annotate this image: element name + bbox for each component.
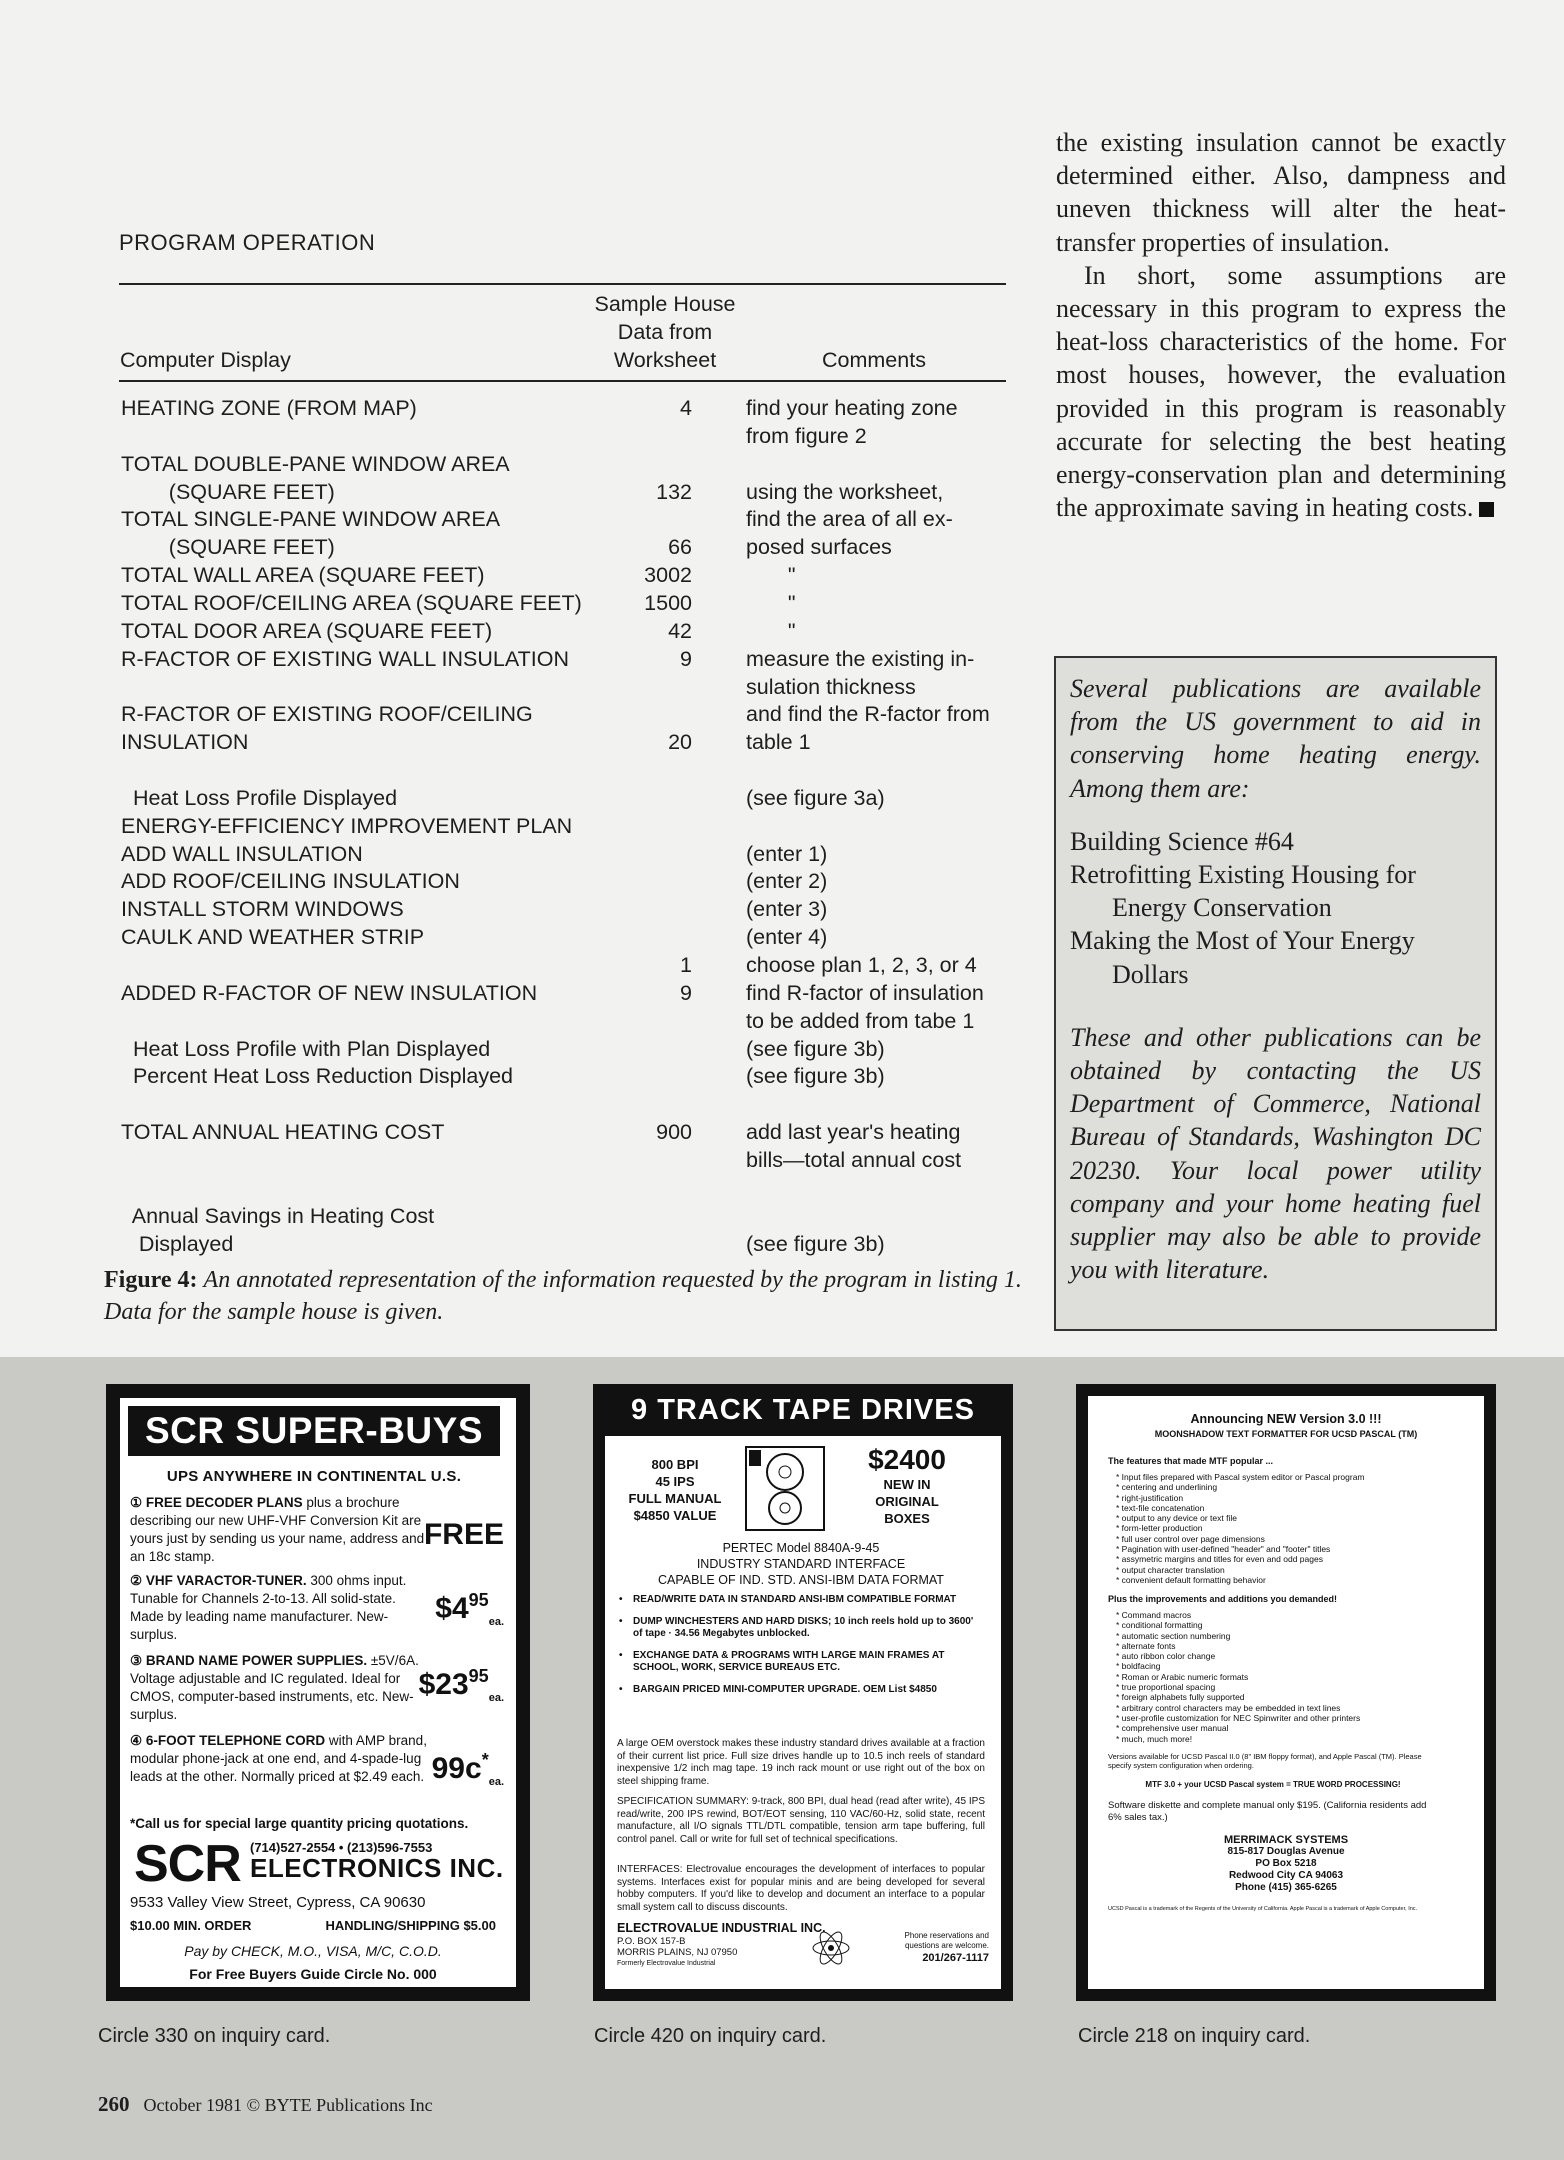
row-display: TOTAL ANNUAL HEATING COST	[121, 1120, 445, 1145]
mtf-company-name: MERRIMACK SYSTEMS	[1223, 1834, 1349, 1846]
row-comment: add last year's heating	[746, 1120, 961, 1145]
mtf-street: 815-817 Douglas Avenue	[1227, 1846, 1345, 1857]
scr-price-free: FREE	[423, 1518, 504, 1551]
row-comment: (see figure 3a)	[746, 785, 885, 810]
scr-price3-dollars: $23	[418, 1668, 469, 1701]
row-display: Displayed	[121, 1231, 234, 1256]
scr-price4: 99c	[431, 1752, 482, 1785]
tape-phone: 201/267-1117	[922, 1952, 989, 1964]
end-mark-icon	[1479, 502, 1494, 517]
row-display: Percent Heat Loss Reduction Displayed	[121, 1064, 513, 1089]
row-display: TOTAL DOUBLE-PANE WINDOW AREA	[121, 451, 510, 476]
row-display: (SQUARE FEET)	[121, 479, 335, 504]
mtf-product: MOONSHADOW TEXT FORMATTER FOR UCSD PASCAL (TM)	[1154, 1429, 1418, 1439]
scr-price2-cents: 95	[468, 1590, 489, 1610]
row-display: (SQUARE FEET)	[121, 535, 335, 560]
header-computer-display: Computer Display	[120, 348, 291, 372]
row-display: INSULATION	[121, 730, 249, 755]
tape-po-box: P.O. BOX 157-B	[617, 1936, 686, 1947]
header-comments: Comments	[822, 348, 926, 372]
mtf-improvements-list: * Command macros * conditional formatting * automatic section numbering * alternate fonts * auto ribbon color change * boldfacing * Roman or Arabic numeric formats * true proportional spacing * foreign alphabets fully supported * arbitrary control characters may be embedded in text lines * user-profile customization for NEC Spinwriter and other printers * comprehensive user manual * much, much more!	[1116, 1610, 1361, 1744]
table-header-rule	[119, 380, 1006, 382]
row-comment: "	[746, 618, 796, 643]
mtf-features-list: * Input files prepared with Pascal system editor or Pascal program * centering and underlining * right-justification * text-file concatenation * output to any device or text file * form-letter production * full user control over page dimensions * Pagination with user-defined "header" and "footer" titles * assymetric margins and titles for even and odd pages * output character translation * convenient default formatting behavior	[1116, 1472, 1365, 1585]
row-comment: posed surfaces	[746, 535, 892, 560]
row-value: 9	[680, 646, 692, 671]
scr-logo: SCR	[134, 1835, 241, 1893]
tape-formerly: Formerly Electrovalue Industrial	[617, 1960, 716, 1967]
scr-price3-ea: ea.	[488, 1692, 504, 1704]
row-comment: measure the existing in-	[746, 646, 975, 671]
tape-para-specs: SPECIFICATION SUMMARY: 9-track, 800 BPI, dual head (read after write), 45 IPS read/write, 200 IPS rewind, BOT/EOT sensing, 110 VAC/60-Hz, solid state, recent manufacture, all I/O signals TTL/DTL compatible, tension arm tape buffering, full control panel. Call or write for full set of technical specifications.	[617, 1796, 985, 1845]
scr-ups-line: UPS ANYWHERE IN CONTINENTAL U.S.	[166, 1468, 462, 1485]
figure-caption	[104, 1264, 1034, 1328]
scr-price3-cents: 95	[468, 1666, 489, 1686]
row-comment: (see figure 3b)	[746, 1231, 885, 1256]
scr-item1-title: ① FREE DECODER PLANS	[130, 1495, 303, 1510]
tape-drive-icon	[745, 1446, 825, 1531]
asterisk-icon: *	[481, 1750, 489, 1770]
tape-reservations	[865, 1931, 989, 1963]
header-sample-line3: Worksheet	[613, 348, 717, 372]
tape-interface: INDUSTRY STANDARD INTERFACE	[696, 1557, 906, 1571]
body-paragraph-2-text: In short, some assumptions are necessary in this program to express the heat-loss characteristics of the home. For most houses, however, the evaluation provided in this program is reasonably accurate for selecting the best heating energy-conservation plan and determining the approximate saving in heating costs.	[1056, 260, 1506, 523]
row-display: R-FACTOR OF EXISTING WALL INSULATION	[121, 646, 569, 671]
row-comment: (enter 3)	[746, 897, 828, 922]
body-paragraph-2	[1056, 259, 1506, 525]
row-comment: find R-factor of insulation	[746, 980, 984, 1005]
mtf-po-box: PO Box 5218	[1255, 1858, 1317, 1869]
atom-logo-icon	[811, 1926, 851, 1970]
tape-address	[617, 1936, 737, 1969]
list-item: • DUMP WINCHESTERS AND HARD DISKS; 10 inch reels hold up to 3600' of tape · 34.56 Megabytes unblocked.	[617, 1616, 985, 1640]
row-display: R-FACTOR OF EXISTING ROOF/CEILING	[121, 702, 533, 727]
mtf-phone: Phone (415) 365-6265	[1235, 1882, 1337, 1893]
sidebar-intro: Several publications are available from the US government to aid in conserving home heating energy. Among them are:	[1070, 674, 1481, 803]
caption-text: An annotated representation of the information requested by the program in listing 1. Data for the sample house is given.	[104, 1267, 1022, 1325]
publication-item: Building Science #64	[1070, 826, 1294, 856]
row-display: TOTAL SINGLE-PANE WINDOW AREA	[121, 507, 501, 532]
tape-para-interfaces: INTERFACES: Electrovalue encourages the development of interfaces to popular systems. Interfaces exist for popular minis and are being developed for several hobby computers. If you'd like to develop and document an interface to a popular small system call to discuss discounts.	[617, 1864, 985, 1913]
row-display: TOTAL DOOR AREA (SQUARE FEET)	[121, 618, 493, 643]
row-value: 66	[668, 535, 692, 560]
row-value: 1	[680, 953, 692, 977]
ad-tape-inner	[605, 1436, 1001, 1989]
row-comment: and find the R-factor from	[746, 702, 990, 727]
tape-feature-list	[617, 1594, 985, 1706]
scr-item-power	[130, 1652, 430, 1724]
header-sample-line2: Data from	[617, 320, 713, 344]
scr-price-cord	[432, 1750, 504, 1788]
table-top-rule	[119, 283, 1006, 285]
row-comment: choose plan 1, 2, 3, or 4	[746, 953, 977, 977]
row-value: 42	[668, 618, 692, 643]
ad-moonshadow	[1076, 1384, 1496, 2001]
list-item: • EXCHANGE DATA & PROGRAMS WITH LARGE MAIN FRAMES AT SCHOOL, WORK, SERVICE BUREAUS ETC.	[617, 1650, 985, 1674]
tape-banner: 9 TRACK TAPE DRIVES	[593, 1384, 1013, 1436]
mtf-announce: Announcing NEW Version 3.0 !!!	[1190, 1412, 1382, 1426]
footer-text: October 1981 © BYTE Publications Inc	[143, 2095, 433, 2115]
tape-price: $2400	[868, 1444, 946, 1475]
mtf-city: Redwood City CA 94063	[1228, 1870, 1344, 1881]
scr-price2-ea: ea.	[488, 1616, 504, 1628]
table-title: PROGRAM OPERATION	[119, 230, 376, 255]
scr-banner: SCR SUPER-BUYS	[128, 1406, 500, 1456]
row-display: TOTAL WALL AREA (SQUARE FEET)	[121, 563, 485, 588]
tape-spec-bpi: 800 BPI	[651, 1457, 699, 1472]
page-number: 260	[98, 2092, 130, 2116]
row-comment: find your heating zone	[746, 396, 958, 420]
scr-payment: Pay by CHECK, M.O., VISA, M/C, C.O.D.	[184, 1943, 442, 1959]
row-comment: (enter 2)	[746, 869, 828, 894]
scr-call-note: *Call us for special large quantity pricing quotations.	[130, 1816, 469, 1831]
circle-420: Circle 420 on inquiry card.	[594, 2025, 827, 2047]
mtf-trademark: UCSD Pascal is a trademark of the Regents of the University of California. Apple Pascal is a trademark of Apple Computer, Inc.	[1108, 1906, 1418, 1912]
scr-address: 9533 Valley View Street, Cypress, CA 90630	[130, 1894, 426, 1911]
row-value: 132	[656, 479, 692, 504]
mtf-improvements-heading: Plus the improvements and additions you demanded!	[1108, 1594, 1338, 1604]
row-comment: table 1	[746, 730, 811, 755]
row-comment: from figure 2	[746, 423, 867, 448]
tape-spec-ips: 45 IPS	[655, 1474, 695, 1489]
scr-item-cord	[130, 1732, 430, 1786]
row-comment: to be added from tabe 1	[746, 1008, 975, 1033]
tape-new-2: ORIGINAL	[875, 1494, 939, 1509]
row-value: 900	[656, 1120, 692, 1145]
scr-order-line	[130, 1918, 496, 1933]
row-display: ADD WALL INSULATION	[121, 841, 363, 866]
scr-item3-title: ③ BRAND NAME POWER SUPPLIES.	[130, 1653, 368, 1668]
scr-price-power	[419, 1666, 504, 1704]
row-comment: sulation thickness	[746, 674, 916, 699]
scr-phone: (714)527-2554 • (213)596-7553	[250, 1840, 433, 1855]
row-value: 1500	[644, 590, 692, 615]
row-comment: find the area of all ex-	[746, 507, 953, 532]
scr-item2-text: 300 ohms input. Tunable for Channels 2-to-13. All solid-state. Made by leading name manufacturer. New-surplus.	[130, 1573, 407, 1642]
tape-model-block	[605, 1540, 997, 1588]
mtf-software-price: Software diskette and complete manual only $195. (California residents add 6% sales tax.)	[1108, 1800, 1427, 1823]
row-display: HEATING ZONE (FROM MAP)	[121, 396, 417, 420]
mtf-features-heading: The features that made MTF popular ...	[1108, 1456, 1274, 1466]
row-display: Heat Loss Profile with Plan Displayed	[121, 1036, 491, 1061]
scr-price-varactor	[435, 1590, 504, 1628]
tape-offer	[837, 1444, 977, 1527]
tape-spec-manual: FULL MANUAL	[628, 1491, 722, 1506]
row-display: TOTAL ROOF/CEILING AREA (SQUARE FEET)	[121, 590, 582, 615]
row-display: ADD ROOF/CEILING INSULATION	[121, 869, 460, 894]
scr-buyers-guide: For Free Buyers Guide Circle No. 000	[189, 1966, 437, 1982]
publication-item: Retrofitting Existing Housing for Energy Conservation	[1070, 860, 1416, 923]
circle-218: Circle 218 on inquiry card.	[1078, 2025, 1311, 2047]
sidebar-outro: These and other publications can be obtained by contacting the US Department of Commerce, National Bureau of Standards, Washington DC 20230. Your local power utility company and your home heating fuel supplier may also be able to provide you with literature.	[1070, 1022, 1481, 1285]
header-sample-house	[590, 290, 740, 374]
tape-para-overstock: A large OEM overstock makes these industry standard drives available at a fraction of their current list price. Full size drives handle up to 10.5 inch reels of standard inexpensive 1/2 inch mag tape. 19 inch rack mount or use right out of the box on steel shipping frame.	[617, 1738, 985, 1787]
row-display: ADDED R-FACTOR OF NEW INSULATION	[121, 980, 538, 1005]
scr-item-varactor	[130, 1572, 430, 1644]
scr-item-decoder	[130, 1494, 430, 1566]
scr-min-order: $10.00 MIN. ORDER	[130, 1918, 252, 1933]
tape-model: PERTEC Model 8840A-9-45	[722, 1541, 880, 1555]
mtf-versions: Versions available for UCSD Pascal II.0 (8" IBM floppy format), and Apple Pascal (TM). Please specify system configuration when ordering.	[1108, 1752, 1422, 1770]
publication-item: Making the Most of Your Energy Dollars	[1070, 926, 1415, 989]
row-display: Heat Loss Profile Displayed	[121, 785, 398, 810]
ad-mtf-inner	[1088, 1396, 1484, 1989]
tape-company: ELECTROVALUE INDUSTRIAL INC.	[617, 1921, 826, 1935]
scr-item1-text: plus a brochure describing our new UHF-VHF Conversion Kit are yours just by sending us your name, address and an 18c stamp.	[130, 1495, 425, 1564]
body-paragraph-1: the existing insulation cannot be exactly determined either. Also, dampness and uneven thickness will alter the heat-transfer properties of insulation.	[1056, 128, 1506, 257]
row-comment: (enter 4)	[746, 925, 828, 950]
row-comment: (see figure 3b)	[746, 1036, 885, 1061]
tape-spec-value: $4850 VALUE	[633, 1508, 717, 1523]
ad-scr-electronics	[106, 1384, 530, 2001]
list-item: • READ/WRITE DATA IN STANDARD ANSI-IBM COMPATIBLE FORMAT	[617, 1594, 985, 1606]
circle-330: Circle 330 on inquiry card.	[98, 2025, 331, 2047]
mtf-company-block	[1088, 1834, 1484, 1894]
scr-item2-title: ② VHF VARACTOR-TUNER.	[130, 1573, 307, 1588]
row-value: 9	[680, 980, 692, 1005]
scr-shipping: HANDLING/SHIPPING $5.00	[325, 1918, 496, 1933]
publications-sidebar	[1054, 656, 1497, 1331]
ad-tape-drives	[593, 1384, 1013, 2001]
scr-item3-text: ±5V/6A. Voltage adjustable and IC regulated. Ideal for CMOS, computer-based instruments, etc. New-surplus.	[130, 1653, 419, 1722]
row-display: INSTALL STORM WINDOWS	[121, 897, 404, 922]
tape-new-3: BOXES	[884, 1511, 930, 1526]
row-value: 4	[680, 396, 692, 420]
tape-reserve-1: Phone reservations and	[904, 1931, 989, 1940]
scr-price4-ea: ea.	[488, 1776, 504, 1788]
row-value: 3002	[644, 563, 692, 588]
mtf-true-word: MTF 3.0 + your UCSD Pascal system = TRUE WORD PROCESSING!	[1145, 1780, 1401, 1789]
caption-label: Figure 4:	[104, 1267, 198, 1293]
row-value: 20	[668, 730, 692, 755]
row-comment: bills—total annual cost	[746, 1147, 962, 1172]
row-display: ENERGY-EFFICIENCY IMPROVEMENT PLAN	[121, 813, 573, 838]
header-sample-line1: Sample House	[594, 292, 736, 316]
scr-price2-dollars: $4	[435, 1592, 469, 1625]
tape-new-1: NEW IN	[883, 1477, 931, 1492]
row-comment: (enter 1)	[746, 841, 828, 866]
page-footer	[98, 2092, 433, 2117]
row-comment: "	[746, 563, 796, 588]
list-item: • BARGAIN PRICED MINI-COMPUTER UPGRADE. OEM List $4850	[617, 1684, 985, 1696]
tape-specs	[615, 1456, 735, 1524]
scr-item4-text: with AMP brand, modular phone-jack at one end, and 4-spade-lug leads at the other. Normally priced at $2.49 each.	[130, 1733, 427, 1784]
row-display: Annual Savings in Heating Cost	[121, 1203, 435, 1228]
row-comment: using the worksheet,	[746, 479, 944, 504]
tape-city: MORRIS PLAINS, NJ 07950	[617, 1947, 738, 1958]
ad-scr-inner	[120, 1398, 516, 1987]
tape-capable: CAPABLE OF IND. STD. ANSI-IBM DATA FORMAT	[658, 1573, 944, 1587]
publication-list	[1070, 825, 1481, 991]
row-display: CAULK AND WEATHER STRIP	[121, 925, 425, 950]
row-comment: (see figure 3b)	[746, 1064, 885, 1089]
scr-item4-title: ④ 6-FOOT TELEPHONE CORD	[130, 1733, 326, 1748]
scr-company-name: ELECTRONICS INC.	[250, 1853, 504, 1883]
row-comment: "	[746, 590, 796, 615]
article-body	[1056, 126, 1506, 524]
tape-reserve-2: questions are welcome.	[904, 1941, 989, 1950]
